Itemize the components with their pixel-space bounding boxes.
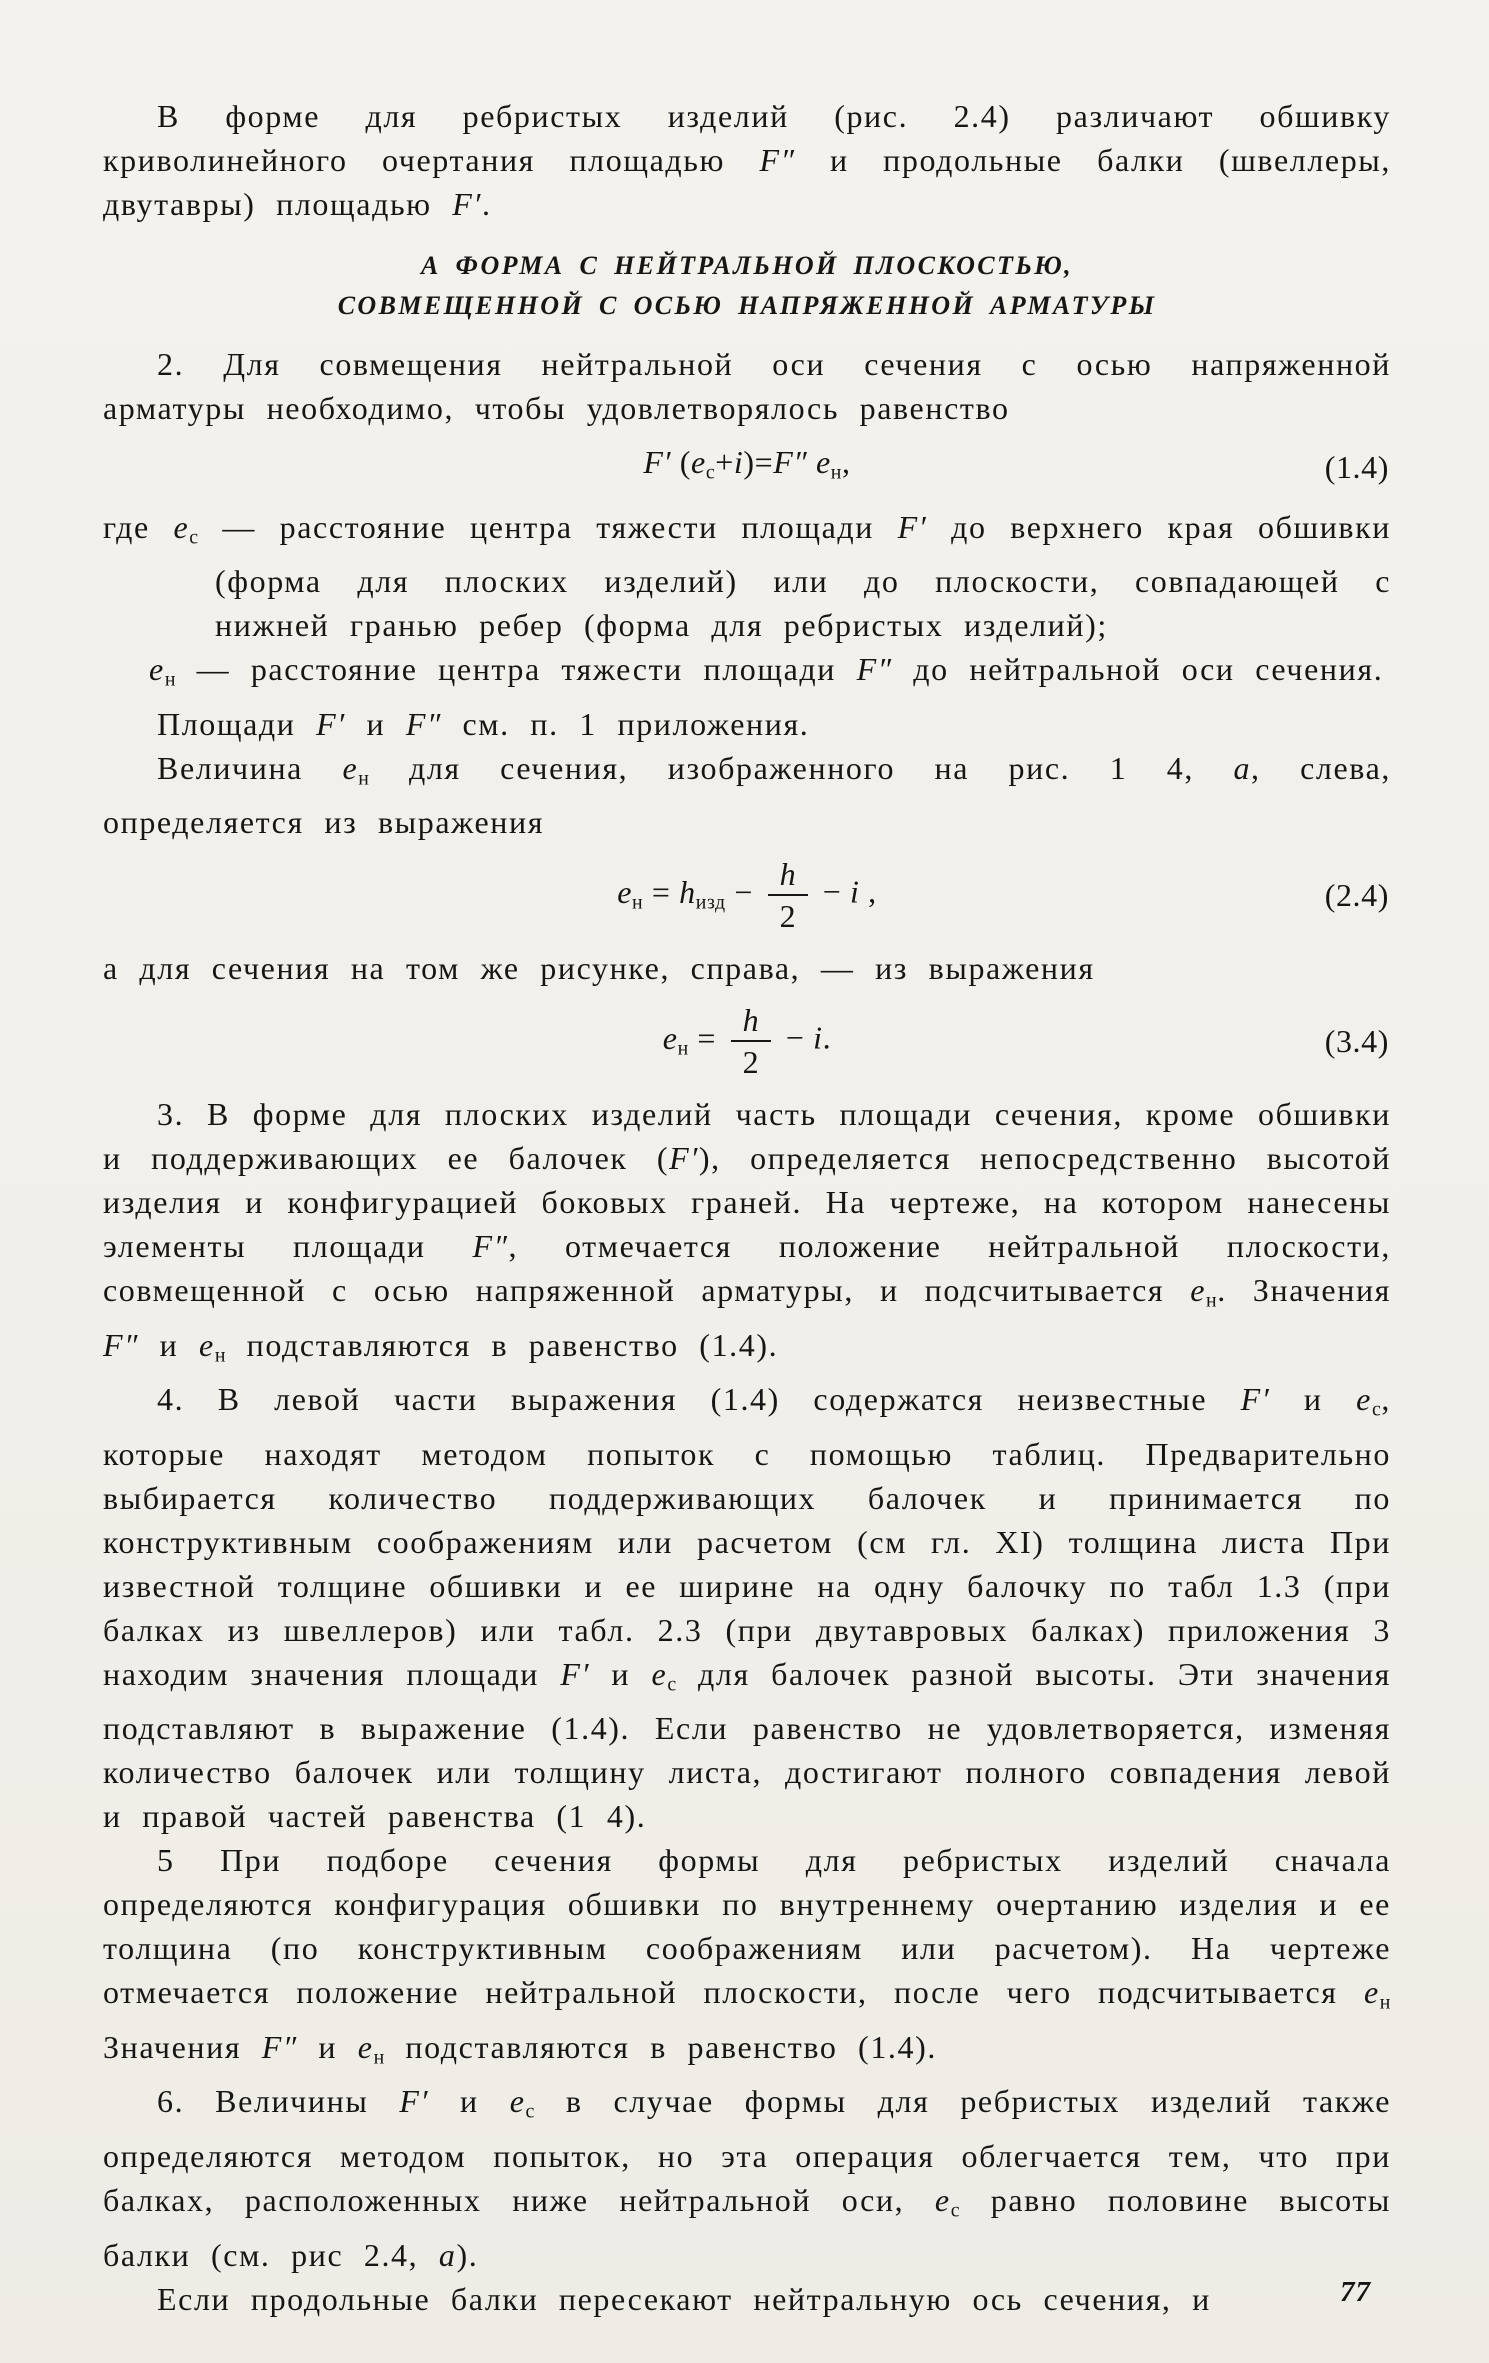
paragraph-intro: В форме для ребристых изделий (рис. 2.4) различают обшивку криволинейного очертания площадью F″ и продольные балки (швеллеры, двутавры) площадью F′. (103, 98, 1391, 222)
fraction-numerator: h (768, 854, 809, 896)
equation-2-4-pre: eн = hизд − (617, 873, 762, 914)
paragraph-3: 3. В форме для плоских изделий часть площади сечения, кроме обшивки и поддерживающих ее балочек (F′), определяется непосредственно высотой изделия и конфигурацией боковых граней. На чертеже, на котором нанесены элементы площади F″, отмечается положение нейтральной плоскости, совмещенной с осью напряженной арматуры, и подсчитывается eн. Значения F″ и eн подставляются в равенство (1.4). (103, 1096, 1392, 1367)
paragraph-2: 2. Для совмещения нейтральной оси сечения с осью напряженной арматуры необходимо, чтобы удовлетворялось равенство (103, 346, 1391, 426)
fraction-h-over-2 (731, 1000, 772, 1082)
paragraph-5: 5 При подборе сечения формы для ребристых изделий сначала определяются конфигурация обшивки по внутреннему очертанию изделия и ее толщина (по конструктивным соображениям или расчетом). На чертеже отмечается положение нейтральной плоскости, после чего подсчитывается eн Значения F″ и eн подставляются в равенство (1.4). (103, 1842, 1391, 2069)
equation-2-4-post: − i , (814, 873, 877, 910)
equation-1-4-body: F′ (eс+i)=F″ eн, (643, 444, 851, 484)
paragraph-7: Если продольные балки пересекают нейтральную ось сечения, и (157, 2280, 1211, 2317)
equation-1-4-number: (1.4) (1324, 449, 1389, 486)
definition-item-ec: где eс — расстояние центра тяжести площади F′ до верхнего края обшивки (форма для плоских изделий) или до плоскости, совпадающей с нижней гранью ребер (форма для ребристых изделий); (103, 508, 1392, 644)
equation-3-4-post: − i. (777, 1019, 832, 1056)
fraction-numerator: h (731, 1000, 772, 1042)
paragraph-areas-note: Площади F′ и F″ см. п. 1 приложения. (157, 705, 810, 742)
equation-1-4 (103, 440, 1391, 495)
page-number: 77 (1340, 2276, 1371, 2308)
section-heading (103, 246, 1391, 326)
fraction-denominator: 2 (779, 898, 797, 935)
section-heading-line-2: СОВМЕЩЕННОЙ С ОСЬЮ НАПРЯЖЕННОЙ АРМАТУРЫ (337, 291, 1157, 320)
paragraph-6: 6. Величины F′ и eс в случае формы для ребристых изделий также определяются методом попыток, но эта операция облегчается тем, что при балках, расположенных ниже нейтральной оси, eс равно половине высоты балки (см. рис 2.4, а). (103, 2083, 1392, 2273)
page-content (103, 94, 1391, 2321)
paragraph-velichina: Величина eн для сечения, изображенного на рис. 1 4, а, слева, определяется из выражения (103, 749, 1391, 841)
equation-2-4-number: (2.4) (1324, 877, 1389, 914)
fraction-h-over-2 (768, 854, 809, 936)
equation-3-4-pre: eн = (662, 1019, 725, 1060)
paragraph-adlya: а для сечения на том же рисунке, справа, — из выражения (103, 950, 1095, 987)
paragraph-4: 4. В левой части выражения (1.4) содержатся неизвестные F′ и eс, которые находят методом попыток с помощью таблиц. Предварительно выбирается количество поддерживающих балочек и принимается по конструктивным соображениям или расчетом (см гл. XI) толщина листа При известной толщине обшивки и ее ширине на одну балочку по табл 1.3 (при балках из швеллеров) или табл. 2.3 (при двутавровых балках) приложения 3 находим значения площади F′ и eс для балочек разной высоты. Эти значения подставляют в выражение (1.4). Если равенство не удовлетворяется, изменяя количество балочек или толщину листа, достигают полного совпадения левой и правой частей равенства (1 4). (103, 1381, 1391, 1835)
definition-item-en: eн — расстояние центра тяжести площади F″ до нейтральной оси сечения. (149, 651, 1384, 691)
equation-2-4 (103, 854, 1391, 936)
section-heading-line-1: А ФОРМА С НЕЙТРАЛЬНОЙ ПЛОСКОСТЬЮ, (421, 251, 1073, 280)
equation-3-4-number: (3.4) (1324, 1023, 1389, 1060)
equation-3-4 (103, 1000, 1391, 1082)
fraction-denominator: 2 (742, 1044, 760, 1081)
